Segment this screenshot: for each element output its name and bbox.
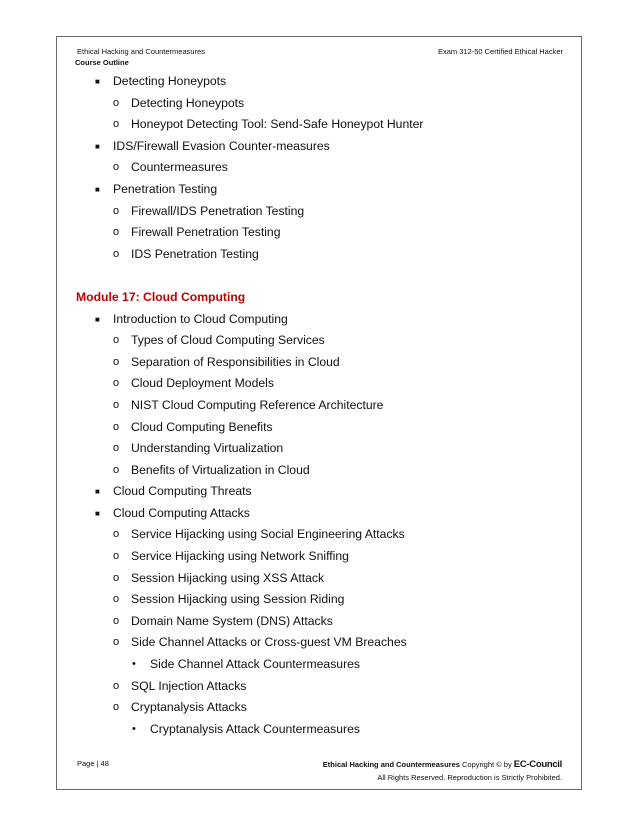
outline-item-text: Countermeasures bbox=[131, 160, 228, 175]
outline-item-level-2 bbox=[0, 417, 638, 439]
outline-item-level-3 bbox=[0, 719, 638, 741]
outline-item-text: Service Hijacking using Social Engineering Attacks bbox=[131, 527, 405, 542]
square-bullet-icon: ■ bbox=[95, 141, 100, 151]
dot-bullet-icon: • bbox=[132, 722, 136, 735]
header-exam-title: Exam 312-50 Certified Ethical Hacker bbox=[437, 47, 563, 56]
outline-item-text: Cloud Computing Attacks bbox=[113, 505, 250, 520]
circle-bullet-icon: o bbox=[113, 247, 120, 260]
outline-item-text: Detecting Honeypots bbox=[113, 74, 227, 88]
outline-item-level-2 bbox=[0, 460, 638, 482]
outline-item-level-2 bbox=[0, 611, 638, 633]
dot-bullet-icon: • bbox=[132, 658, 136, 671]
circle-bullet-icon: o bbox=[113, 701, 120, 714]
outline-item-text: Service Hijacking using Network Sniffing bbox=[131, 549, 349, 564]
outline-item-level-2 bbox=[0, 244, 638, 266]
outline-item-text: IDS/Firewall Evasion Counter-measures bbox=[113, 138, 330, 153]
outline-item-level-2 bbox=[0, 352, 638, 374]
footer-copy: Copyright © by bbox=[459, 760, 514, 769]
circle-bullet-icon: o bbox=[113, 334, 120, 347]
outline-item-text: Side Channel Attacks or Cross-guest VM Breaches bbox=[131, 635, 407, 650]
outline-item-level-3 bbox=[0, 654, 638, 676]
brand-logo: EC-Council bbox=[513, 759, 562, 770]
square-bullet-icon: ■ bbox=[95, 508, 100, 518]
outline-item-text: Penetration Testing bbox=[113, 181, 218, 196]
square-bullet-icon: ■ bbox=[95, 77, 100, 86]
circle-bullet-icon: o bbox=[113, 528, 120, 541]
footer-title: Ethical Hacking and Countermeasures bbox=[322, 760, 460, 769]
circle-bullet-icon: o bbox=[113, 355, 120, 368]
outline-item-text: Honeypot Detecting Tool: Send-Safe Honeypot Hunter bbox=[131, 117, 424, 132]
circle-bullet-icon: o bbox=[113, 118, 120, 131]
outline-item-level-1 bbox=[0, 503, 638, 525]
outline-item-text: Separation of Responsibilities in Cloud bbox=[131, 354, 340, 369]
footer-rights: All Rights Reserved. Reproduction is Strictly Prohibited. bbox=[377, 773, 562, 782]
outline-item-text: Side Channel Attack Countermeasures bbox=[150, 657, 361, 672]
circle-bullet-icon: o bbox=[113, 204, 120, 217]
square-bullet-icon: ■ bbox=[95, 184, 100, 194]
outline-item-level-2 bbox=[0, 395, 638, 417]
outline-item-text: Detecting Honeypots bbox=[131, 95, 245, 110]
outline-item-text: IDS Penetration Testing bbox=[131, 246, 259, 261]
header-left bbox=[77, 46, 205, 68]
outline-item-level-2 bbox=[0, 697, 638, 719]
circle-bullet-icon: o bbox=[113, 161, 120, 174]
outline-item-level-2 bbox=[0, 524, 638, 546]
outline-item-text: Benefits of Virtualization in Cloud bbox=[131, 462, 310, 477]
outline-item-level-2 bbox=[0, 157, 638, 179]
circle-bullet-icon: o bbox=[113, 377, 120, 390]
circle-bullet-icon: o bbox=[113, 550, 120, 563]
outline-item-text: Cloud Deployment Models bbox=[131, 376, 274, 391]
outline-item-level-1 bbox=[0, 481, 638, 503]
outline-item-text: Cloud Computing Threats bbox=[113, 484, 252, 499]
outline-item-text: Session Hijacking using Session Riding bbox=[131, 592, 345, 607]
outline-item-level-2 bbox=[0, 330, 638, 352]
header-subtitle: Course Outline bbox=[75, 58, 129, 67]
circle-bullet-icon: o bbox=[113, 442, 120, 455]
outline-item-text: Firewall/IDS Penetration Testing bbox=[131, 203, 305, 218]
outline-item-level-2 bbox=[0, 114, 638, 136]
outline-item-level-1 bbox=[0, 309, 638, 331]
circle-bullet-icon: o bbox=[113, 593, 120, 606]
outline-item-text: Domain Name System (DNS) Attacks bbox=[131, 613, 333, 628]
outline-item-level-2 bbox=[0, 568, 638, 590]
page-number: Page | 48 bbox=[77, 759, 109, 768]
circle-bullet-icon: o bbox=[113, 463, 120, 476]
outline-item-level-1 bbox=[0, 71, 638, 93]
outline-item-text: Cryptanalysis Attack Countermeasures bbox=[150, 721, 360, 736]
outline-item-level-2 bbox=[0, 438, 638, 460]
outline-item-level-2 bbox=[0, 546, 638, 568]
circle-bullet-icon: o bbox=[113, 96, 120, 109]
outline-item-level-1 bbox=[0, 136, 638, 158]
circle-bullet-icon: o bbox=[113, 636, 120, 649]
outline-item-level-2 bbox=[0, 589, 638, 611]
outline-item-text: Understanding Virtualization bbox=[131, 441, 284, 456]
header-title: Ethical Hacking and Countermeasures bbox=[77, 47, 205, 56]
outline-item-level-2 bbox=[0, 676, 638, 698]
outline-item-text: Firewall Penetration Testing bbox=[131, 225, 281, 240]
course-outline-list bbox=[0, 71, 638, 740]
module-heading: Module 17: Cloud Computing bbox=[76, 289, 246, 304]
circle-bullet-icon: o bbox=[113, 614, 120, 627]
outline-item-text: Cloud Computing Benefits bbox=[131, 419, 273, 434]
circle-bullet-icon: o bbox=[113, 398, 120, 411]
square-bullet-icon: ■ bbox=[95, 487, 100, 497]
outline-item-text: Cryptanalysis Attacks bbox=[131, 700, 247, 715]
outline-item-level-2 bbox=[0, 632, 638, 654]
outline-item-level-2 bbox=[0, 201, 638, 223]
outline-item-level-2 bbox=[0, 373, 638, 395]
outline-item-level-2 bbox=[0, 222, 638, 244]
outline-item-text: NIST Cloud Computing Reference Architecture bbox=[131, 397, 384, 412]
module-heading-row bbox=[0, 287, 638, 309]
circle-bullet-icon: o bbox=[113, 679, 120, 692]
outline-item-text: Types of Cloud Computing Services bbox=[131, 333, 325, 348]
footer-copyright bbox=[323, 758, 562, 784]
outline-item-text: Introduction to Cloud Computing bbox=[113, 311, 288, 326]
circle-bullet-icon: o bbox=[113, 571, 120, 584]
circle-bullet-icon: o bbox=[113, 420, 120, 433]
outline-item-text: Session Hijacking using XSS Attack bbox=[131, 570, 325, 585]
spacer bbox=[0, 265, 638, 287]
outline-item-text: SQL Injection Attacks bbox=[131, 678, 247, 693]
square-bullet-icon: ■ bbox=[95, 314, 100, 324]
outline-item-level-1 bbox=[0, 179, 638, 201]
outline-item-level-2 bbox=[0, 93, 638, 115]
circle-bullet-icon: o bbox=[113, 226, 120, 239]
